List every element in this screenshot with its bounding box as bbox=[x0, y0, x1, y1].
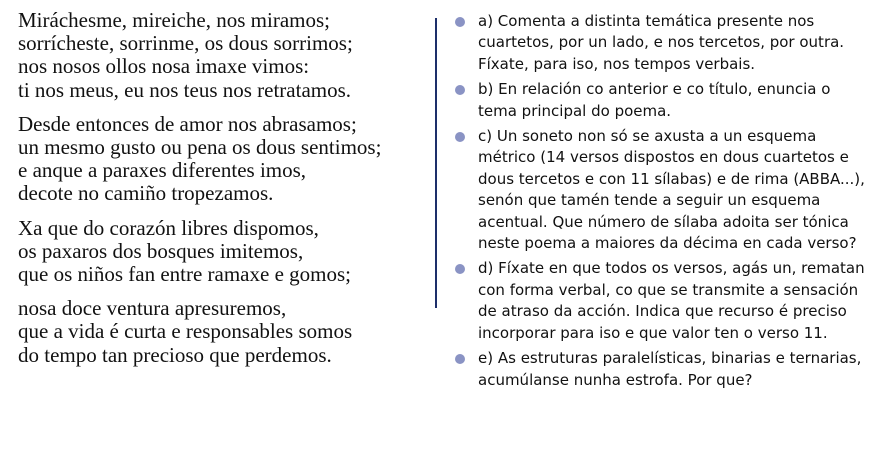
bullet-dot-icon bbox=[455, 132, 465, 142]
question-item-c bbox=[455, 126, 870, 254]
poem-line: un mesmo gusto ou pena os dous sentimos; bbox=[18, 135, 382, 160]
poem bbox=[18, 9, 428, 378]
question-text: c) Un soneto non só se axusta a un esquema métrico (14 versos dispostos en dous cuartetos e dous tercetos e con 11 sílabas) e de rima (ABBA...), senón que tamén tende a seguir un esquema acentual. Que número de sílaba adoita ser tónica neste poema a maiores da décima en cada verso? bbox=[478, 127, 865, 253]
poem-line: ti nos meus, eu nos teus nos retratamos. bbox=[18, 77, 352, 102]
bullet-dot-icon bbox=[455, 85, 465, 95]
stanza-2 bbox=[18, 113, 428, 206]
question-item-e bbox=[455, 348, 870, 391]
question-text: e) As estruturas paralelísticas, binarias e ternarias, acumúlanse nunha estrofa. Por que? bbox=[478, 349, 862, 389]
poem-line: nos nosos ollos nosa imaxe vimos: bbox=[18, 54, 310, 79]
column-divider bbox=[435, 18, 437, 308]
poem-line: que os niños fan entre ramaxe e gomos; bbox=[18, 262, 351, 287]
stanza-3 bbox=[18, 217, 428, 287]
bullet-dot-icon bbox=[455, 17, 465, 27]
poem-line: e anque a paraxes diferentes imos, bbox=[18, 158, 307, 183]
bullet-dot-icon bbox=[455, 264, 465, 274]
questions-list bbox=[455, 11, 870, 395]
poem-line: Miráchesme, mireiche, nos miramos; bbox=[18, 8, 330, 32]
question-item-b bbox=[455, 79, 870, 122]
poem-line: nosa doce ventura apresuremos, bbox=[18, 296, 287, 321]
stanza-4 bbox=[18, 297, 428, 367]
poem-line: os paxaros dos bosques imitemos, bbox=[18, 238, 304, 263]
poem-line: que a vida é curta e responsables somos bbox=[18, 319, 353, 344]
poem-line: decote no camiño tropezamos. bbox=[18, 181, 274, 206]
question-text: d) Fíxate en que todos os versos, agás un, rematan con forma verbal, co que se transmite a sensación de atraso da acción. Indica que recurso é preciso incorporar para iso e que valor ten o verso 11. bbox=[478, 259, 865, 342]
stanza-1 bbox=[18, 9, 428, 102]
bullet-dot-icon bbox=[455, 354, 465, 364]
poem-line: Desde entonces de amor nos abrasamos; bbox=[18, 111, 357, 136]
question-text: a) Comenta a distinta temática presente nos cuartetos, por un lado, e nos tercetos, por outra. Fíxate, para iso, nos tempos verbais. bbox=[478, 12, 845, 73]
question-item-d bbox=[455, 258, 870, 344]
question-item-a bbox=[455, 11, 870, 75]
poem-line: Xa que do corazón libres dispomos, bbox=[18, 215, 319, 240]
poem-line: sorrícheste, sorrinme, os dous sorrimos; bbox=[18, 31, 353, 56]
question-text: b) En relación co anterior e co título, enuncia o tema principal do poema. bbox=[478, 80, 831, 120]
poem-line: do tempo tan precioso que perdemos. bbox=[18, 342, 332, 367]
